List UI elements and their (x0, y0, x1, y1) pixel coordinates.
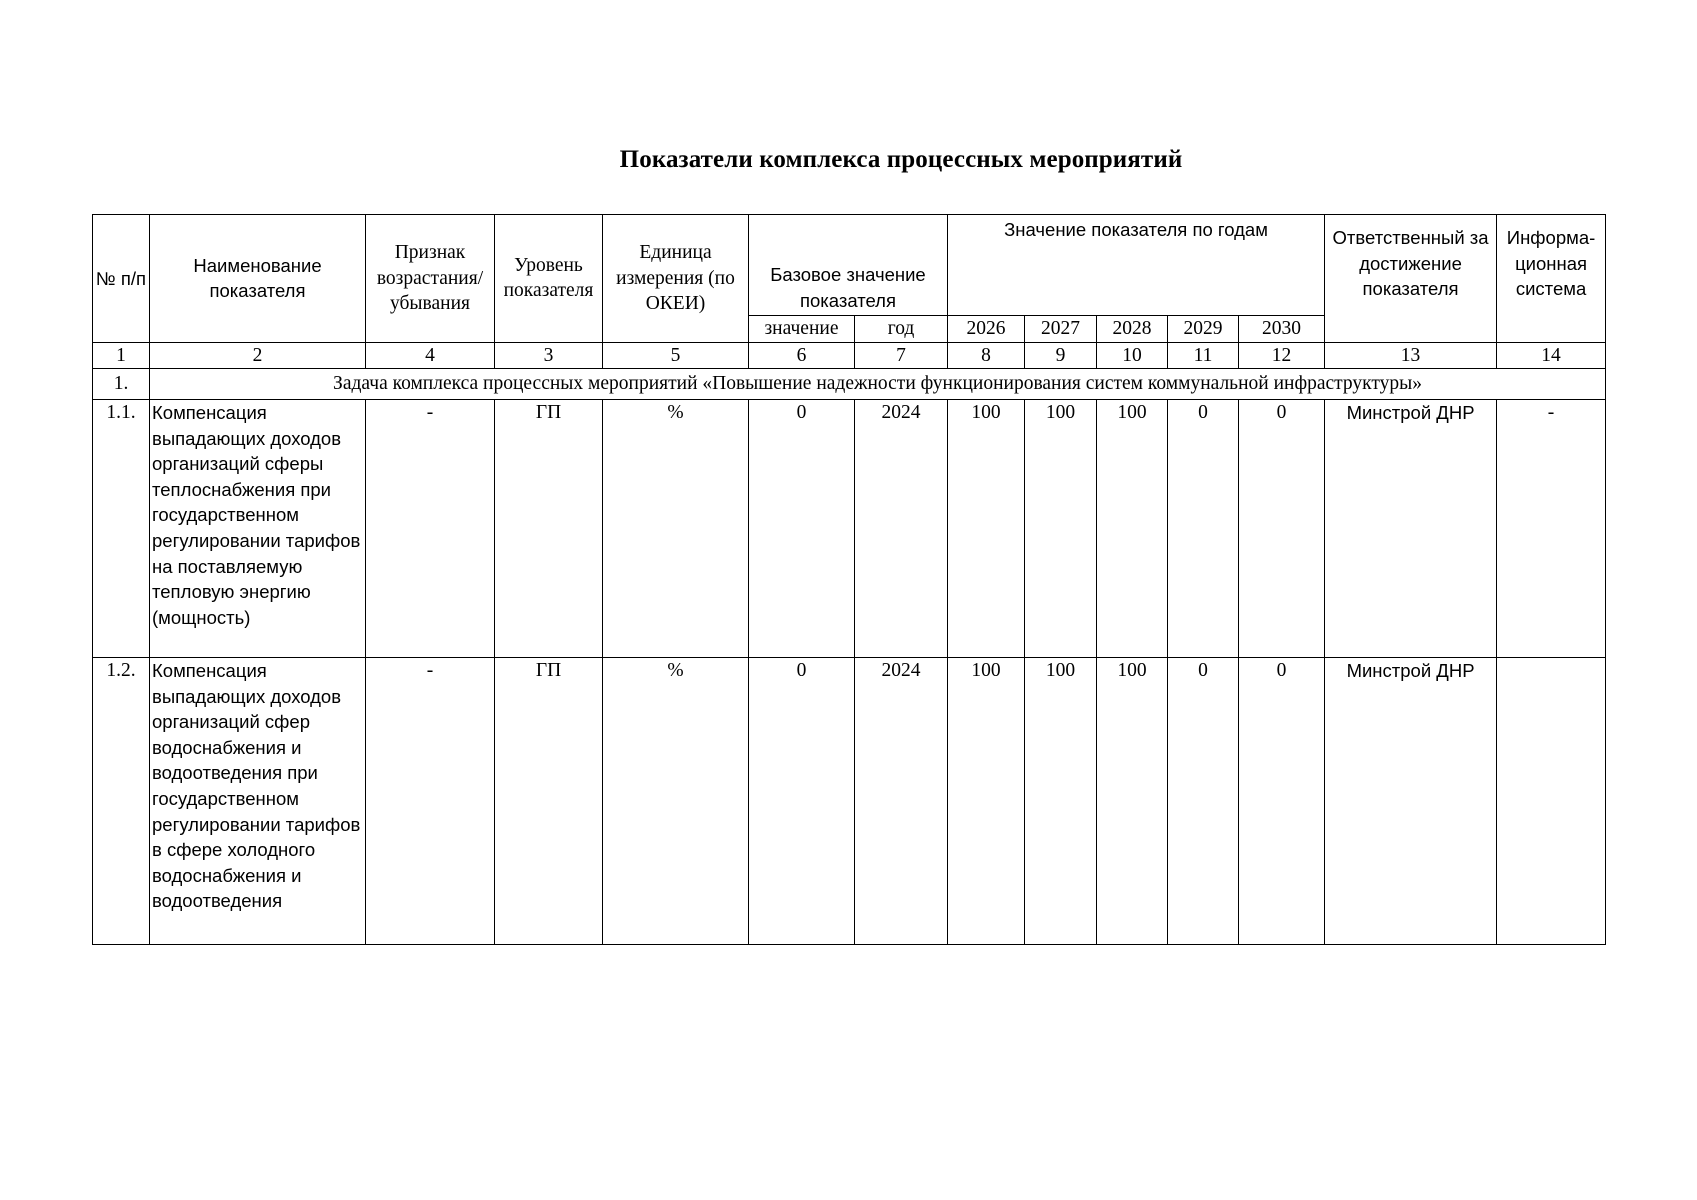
row-2027: 100 (1025, 400, 1097, 658)
table-row (93, 400, 1606, 658)
row-responsible: Минстрой ДНР (1325, 400, 1497, 658)
row-level: ГП (495, 400, 603, 658)
column-number: 12 (1239, 342, 1325, 369)
header-year: 2028 (1097, 316, 1168, 343)
task-row (93, 369, 1606, 400)
row-level: ГП (495, 658, 603, 945)
header-name: Наименование показателя (150, 215, 366, 343)
header-year: 2029 (1168, 316, 1239, 343)
row-base-value: 0 (749, 658, 855, 945)
task-num: 1. (93, 369, 150, 400)
row-name: Компенсация выпадающих доходов организаций сферы теплоснабжения при государственном регулировании тарифов на поставляемую тепловую энергию (мощность) (150, 400, 366, 658)
column-number: 3 (495, 342, 603, 369)
row-2026: 100 (948, 400, 1025, 658)
row-2030: 0 (1239, 400, 1325, 658)
header-row (93, 215, 1606, 316)
column-number: 9 (1025, 342, 1097, 369)
column-number: 5 (603, 342, 749, 369)
row-base-year: 2024 (855, 400, 948, 658)
column-number-row (93, 342, 1606, 369)
row-sign: - (366, 658, 495, 945)
column-number: 6 (749, 342, 855, 369)
row-2028: 100 (1097, 400, 1168, 658)
row-base-value: 0 (749, 400, 855, 658)
header-unit: Единица измерения (по ОКЕИ) (603, 215, 749, 343)
header-infosys: Информа-ционная система (1497, 215, 1606, 343)
header-year: 2027 (1025, 316, 1097, 343)
row-unit: % (603, 658, 749, 945)
row-name: Компенсация выпадающих доходов организаций сфер водоснабжения и водоотведения при государственном регулировании тарифов в сфере холодного водоснабжения и водоотведения (150, 658, 366, 945)
header-year: 2030 (1239, 316, 1325, 343)
column-number: 8 (948, 342, 1025, 369)
header-base: Базовое значение показателя (749, 215, 948, 316)
row-num: 1.1. (93, 400, 150, 658)
row-infosys (1497, 658, 1606, 945)
header-sign: Признак возрастания/ убывания (366, 215, 495, 343)
header-base-year: год (855, 316, 948, 343)
row-unit: % (603, 400, 749, 658)
header-responsible: Ответственный за достижение показателя (1325, 215, 1497, 343)
column-number: 1 (93, 342, 150, 369)
row-2029: 0 (1168, 400, 1239, 658)
row-responsible: Минстрой ДНР (1325, 658, 1497, 945)
column-number: 14 (1497, 342, 1606, 369)
task-text: Задача комплекса процессных мероприятий «Повышение надежности функционирования систем коммунальной инфраструктуры» (150, 369, 1606, 400)
row-num: 1.2. (93, 658, 150, 945)
header-base-value: значение (749, 316, 855, 343)
row-sign: - (366, 400, 495, 658)
column-number: 10 (1097, 342, 1168, 369)
table-row (93, 658, 1606, 945)
header-years-group: Значение показателя по годам (948, 215, 1325, 316)
row-2027: 100 (1025, 658, 1097, 945)
column-number: 11 (1168, 342, 1239, 369)
row-2030: 0 (1239, 658, 1325, 945)
column-number: 7 (855, 342, 948, 369)
header-level: Уровень показателя (495, 215, 603, 343)
row-2029: 0 (1168, 658, 1239, 945)
row-infosys: - (1497, 400, 1606, 658)
header-num: № п/п (93, 215, 150, 343)
page-title: Показатели комплекса процессных мероприятий (619, 146, 1183, 173)
row-2028: 100 (1097, 658, 1168, 945)
column-number: 13 (1325, 342, 1497, 369)
header-year: 2026 (948, 316, 1025, 343)
column-number: 2 (150, 342, 366, 369)
indicators-table (92, 214, 1606, 945)
column-number: 4 (366, 342, 495, 369)
row-base-year: 2024 (855, 658, 948, 945)
row-2026: 100 (948, 658, 1025, 945)
